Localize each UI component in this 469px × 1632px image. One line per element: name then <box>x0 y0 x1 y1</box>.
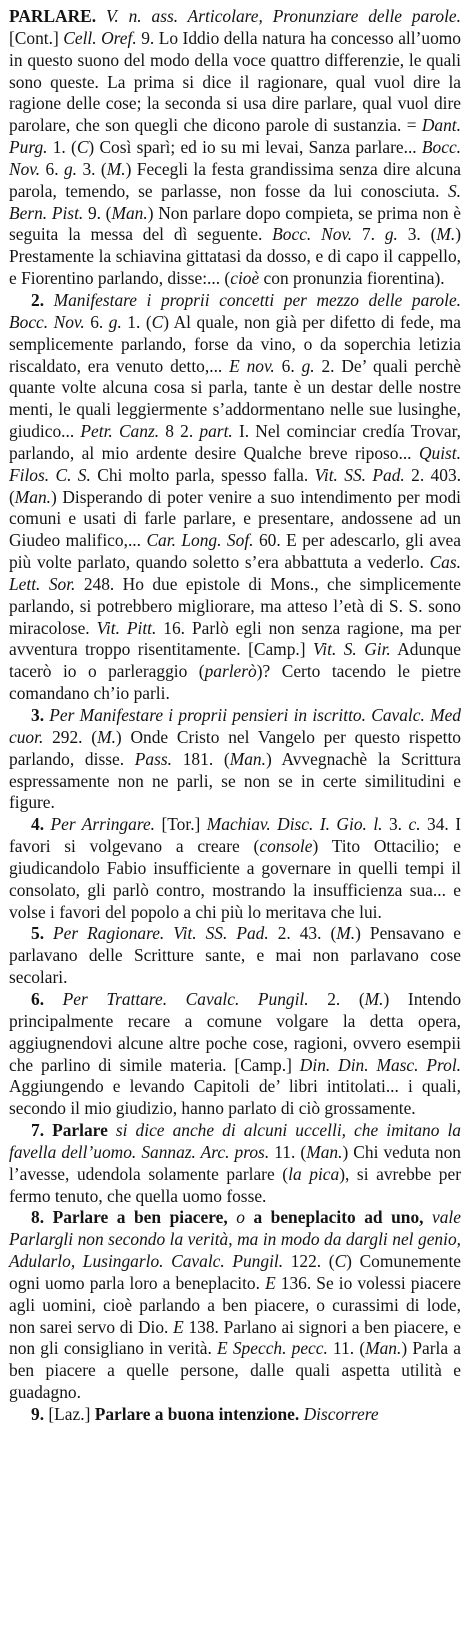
body-text: [Cont.] <box>9 27 64 48</box>
body-text: 248. Ho due epistole di Mons., che simplicemente parlando, si potrebbero migliorare, ma atteso l’età di S. S. sono miracolose. <box>9 573 462 638</box>
body-text: 9. Lo Iddio della natura ha concesso all’uomo in questo suono del modo della voce quattro differenzie, le quali sono queste. La prima si dice il ragionare, qual vuol dire la ragione delle cose; la seconda si usa dire parlare, qual vuol dire parolare, che son quegli che dicono parole di sustanzia. = <box>9 27 462 136</box>
body-text: Aggiungendo e levando Capitoli de’ libri intitolati... i quali, secondo il mio giudizio, hanno parlato di ciò grossamente. <box>9 1076 461 1119</box>
italic-text: g. <box>63 158 78 179</box>
italic-text: Petr. Canz. <box>80 421 160 442</box>
body-text: 60. E per adescarlo, gli avea più volte parlato, quando soletto s’era abbattuta a vederlo. <box>9 530 461 573</box>
body-text: 8 2. <box>159 421 200 442</box>
body-text <box>96 6 106 26</box>
italic-text: vale Parlargli non secondo la verità, ma in modo da dargli nel genio, Adularlo, Lusingarlo. Cavalc. Pungil. <box>9 1207 461 1272</box>
sense-paragraph-5 <box>9 989 461 1120</box>
headword-text: 4. <box>31 814 51 835</box>
headword-text: a beneplacito ad uno, <box>244 1207 433 1228</box>
body-text: con pronunzia fiorentina). <box>259 268 445 289</box>
italic-text: Bocc. Nov. <box>272 224 353 245</box>
headword-text: 7. Parlare <box>31 1120 116 1141</box>
italic-text: M. <box>97 726 116 747</box>
body-text: 11. ( <box>269 1141 307 1162</box>
italic-text: g. <box>384 224 398 245</box>
italic-text: E Specch. pecc. <box>217 1338 328 1359</box>
body-text: 6. <box>84 311 109 332</box>
entry-definition-paragraph <box>9 6 461 290</box>
italic-text: M. <box>106 158 126 179</box>
body-text: 34. I favori si volgevano a creare ( <box>9 814 461 857</box>
body-text: 122. ( <box>283 1251 335 1272</box>
italic-text: Din. Din. Masc. Prol. <box>299 1054 461 1075</box>
body-text: 3. ( <box>397 224 437 245</box>
italic-text: Cas. Lett. Sor. <box>9 552 461 594</box>
body-text: 1. ( <box>47 137 77 158</box>
body-text: 2. 403. ( <box>9 464 461 507</box>
body-text: 138. Parlano ai signori a ben piacere, e non gli consigliano in verità. <box>9 1316 461 1359</box>
body-text: ) Comunemente ogni uomo parla loro a beneplacito. <box>9 1251 462 1293</box>
italic-text: Man. <box>14 486 52 507</box>
body-text: ) Pensavano e parlavano delle Scritture sante, e mai non parlavano cose secolari. <box>9 923 461 988</box>
sense-paragraph-7 <box>9 1207 461 1404</box>
italic-text: Man. <box>229 748 266 769</box>
body-text: ) Così sparì; ed io su mi levai, Sanza parlare... <box>88 137 422 158</box>
italic-text: Man. <box>111 202 148 223</box>
body-text: 3. <box>382 814 409 835</box>
body-text: 292. ( <box>43 726 98 747</box>
italic-text: Pass. <box>134 748 172 769</box>
italic-text: E nov. <box>229 355 275 376</box>
body-text: 11. ( <box>327 1338 366 1359</box>
body-text: ) Non parlare dopo compieta, se prima non è seguita la messa del dì seguente. <box>9 202 462 245</box>
body-text: 9. ( <box>83 202 112 223</box>
italic-text: C <box>334 1251 347 1272</box>
body-text: ) Fecegli la festa grandissima senza dire alcuna parola, temendo, se parlasse, non fosse da lui conosciuta. <box>9 158 462 201</box>
italic-text: o <box>236 1207 245 1228</box>
body-text: ) Disperando di poter venire a suo intendimento per modi comuni e usati di farle parlare, e presentare, andossene ad un Giudeo malifico,... <box>9 486 461 551</box>
italic-text: c. <box>408 814 421 835</box>
sense-paragraph-1 <box>9 290 461 705</box>
italic-text: cioè <box>230 268 260 289</box>
body-text: 2. De’ quali perchè quante volte alcuna cosa si parla, tante è un destar delle nostre menti, le quali leggiermente s’addormentano nelle sue lusinghe, giudico... <box>9 355 461 442</box>
italic-text: M. <box>364 988 384 1009</box>
body-text: 6. <box>274 355 302 376</box>
italic-text: Man. <box>306 1141 343 1162</box>
body-text: 3. ( <box>77 158 107 179</box>
headword-text: 8. Parlare a ben piacere, <box>31 1207 237 1228</box>
body-text: Adunque tacerò io o parleraggio ( <box>9 639 461 682</box>
body-text: ), si avrebbe per fermo tenuto, che quella uomo fosse. <box>9 1163 461 1206</box>
headword-text: PARLARE. <box>9 6 97 26</box>
sense-paragraph-3 <box>9 814 461 923</box>
italic-text: Cell. Oref. <box>63 27 137 48</box>
headword-text: 9. <box>31 1404 49 1424</box>
body-text: 181. ( <box>172 748 230 769</box>
italic-text: Quist. Filos. C. S. <box>9 442 461 485</box>
italic-text: Vit. Pitt. <box>96 617 157 638</box>
italic-text: C <box>76 137 89 158</box>
italic-text: Vit. S. Gir. <box>312 639 391 660</box>
headword-text: 2. <box>31 289 54 310</box>
body-text: Chi molto parla, spesso falla. <box>90 464 315 485</box>
italic-text: si dice anche di alcuni uccelli, che imitano la favella dell’uomo. Sannaz. Arc. pros. <box>9 1120 461 1162</box>
headword-text: 3. <box>31 705 50 725</box>
italic-text: Machiav. Disc. I. Gio. l. <box>206 814 383 835</box>
body-text: )? Certo tacendo le pietre comandano ch’io parli. <box>9 661 461 704</box>
body-text: 1. ( <box>121 311 152 332</box>
body-text: ) Parla a ben piacere a quelle persone, dalle quali aspetta utilità e guadagno. <box>9 1338 461 1403</box>
body-text: I. Nel cominciar credía Trovar, parlando, al mio ardente desire Qualche breve riposo... <box>9 421 462 463</box>
italic-text: M. <box>336 923 356 944</box>
italic-text: E <box>265 1272 276 1293</box>
italic-text: Per Trattare. Cavalc. Pungil. <box>62 988 309 1009</box>
body-text: 2. ( <box>308 988 365 1009</box>
body-text: 2. 43. ( <box>268 923 337 944</box>
italic-text: M. <box>436 224 456 245</box>
body-text: ) Avvegnachè la Scrittura espressamente non ne parli, se non se in certe similitudini e figure. <box>9 748 462 813</box>
sense-paragraph-6 <box>9 1120 461 1207</box>
body-text: [Tor.] <box>155 814 207 835</box>
body-text: 16. Parlò egli non senza ragione, ma per avventura troppo risentitamente. [Camp.] <box>9 617 462 660</box>
italic-text: E <box>173 1316 184 1337</box>
body-text: 7. <box>352 224 385 245</box>
italic-text: Per Manifestare i proprii pensieri in iscritto. Cavalc. Med cuor. <box>9 705 461 747</box>
italic-text: Man. <box>365 1338 402 1359</box>
body-text: ) Chi veduta non l’avesse, udendola solamente parlare ( <box>9 1141 461 1184</box>
sense-paragraph-8 <box>9 1404 461 1426</box>
sense-paragraph-4 <box>9 923 461 989</box>
body-text: ) Intendo principalmente recare a comune volgare la detta opera, aggiugnendovi alcune altre poche cose, ragioni, ovvero esempii che parlino di simile materia. [Camp.] <box>9 988 462 1075</box>
italic-text: Discorrere <box>303 1404 379 1424</box>
headword-text: 6. <box>31 988 63 1009</box>
italic-text: console <box>259 836 313 857</box>
body-text: 6. <box>40 158 64 179</box>
italic-text: Dant. Purg. <box>9 115 461 158</box>
body-text: 136. Se io volessi piacere agli uomini, cioè parlando a ben piacere, o curassimi di lode, non sarei servo di Dio. <box>9 1272 461 1337</box>
body-text: ) Al quale, non già per difetto di fede, ma semplicemente parlando, forse da vino, o da soperchia letizia riscaldato, era venuto detto,... <box>9 311 461 376</box>
italic-text: V. n. ass. Articolare, Pronunziare delle parole. <box>106 6 461 26</box>
body-text: ) Onde Cristo nel Vangelo per questo rispetto parlando, disse. <box>9 726 461 769</box>
sense-paragraph-2 <box>9 705 461 814</box>
italic-text: g. <box>108 311 122 332</box>
italic-text: g. <box>301 355 315 376</box>
dictionary-entry-parlare <box>9 6 461 1426</box>
body-text: ) Tito Ottacilio; e giudicandolo Fabio insufficiente a governare in quelli tempi il consolato, gli parlò contro, mostrando la insufficienza sua... e volse i favori del popolo a chi più lo meritava che lui. <box>9 836 461 922</box>
italic-text: Per Ragionare. Vit. SS. Pad. <box>53 923 269 944</box>
italic-text: Manifestare i proprii concetti per mezzo delle parole. Bocc. Nov. <box>9 289 462 332</box>
italic-text: Per Arringare. <box>50 814 156 835</box>
italic-text: S. Bern. Pist. <box>9 180 461 223</box>
italic-text: Bocc. Nov. <box>9 137 462 179</box>
italic-text: Vit. SS. Pad. <box>314 464 405 485</box>
body-text: [Laz.] <box>48 1404 95 1424</box>
italic-text: part. <box>199 421 233 442</box>
italic-text: C <box>151 311 164 332</box>
italic-text: la pica <box>288 1163 340 1184</box>
body-text: ) Prestamente la schiavina gittatasi da dosso, e di capo il cappello, e Fiorentino parlando, disse:... ( <box>9 224 462 289</box>
italic-text: Car. Long. Sof. <box>146 530 254 551</box>
italic-text: parlerò <box>204 661 257 682</box>
headword-text: 5. <box>31 923 54 944</box>
headword-text: Parlare a buona intenzione. <box>94 1404 304 1424</box>
